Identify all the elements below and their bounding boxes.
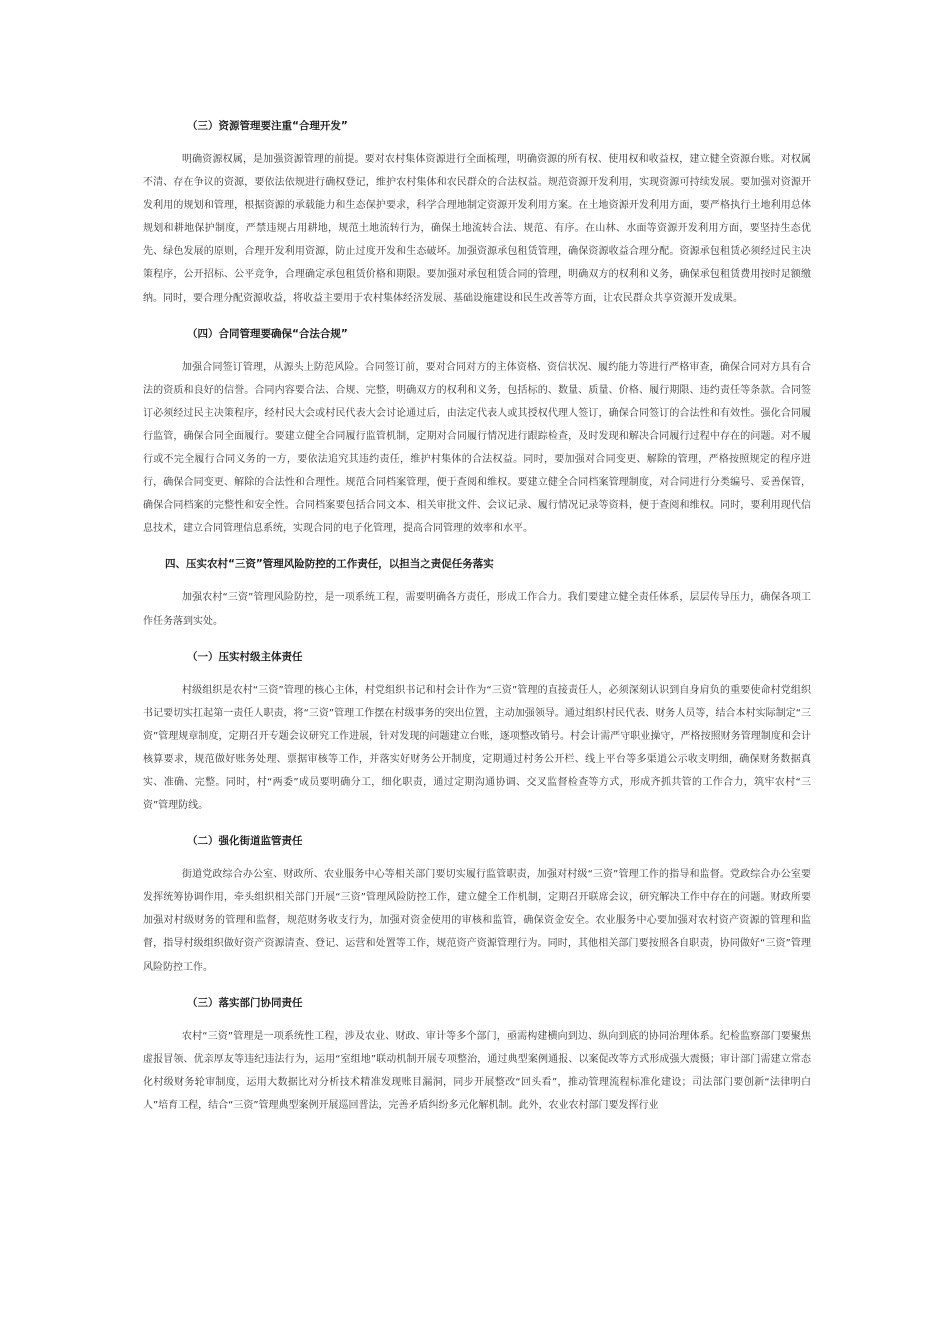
section-street-supervision — [143, 833, 811, 994]
section-heading: （二）强化街道监管责任 — [187, 835, 303, 848]
section-responsibility-overview — [143, 556, 811, 648]
section-resource-management — [143, 118, 811, 326]
section-paragraph: 加强农村“三资”管理风险防控，是一项系统工程，需要明确各方责任，形成工作合力。我们要建立健全责任体系，层层传导压力，确保各项工作任务落到实处。 — [143, 592, 811, 627]
section-village-responsibility — [143, 649, 811, 834]
section-heading: （三）资源管理要注重“合理开发” — [187, 120, 348, 132]
section-heading: （三）落实部门协同责任 — [187, 996, 303, 1009]
section-paragraph: 村级组织是农村“三资”管理的核心主体，村党组织书记和村会计作为“三资”管理的直接责任人，必须深刻认识到自身肩负的重要使命村党组织书记要切实扛起第一责任人职责，将“三资”管理工作摆在村级事务的突出位置，主动加强领导。通过组织村民代表、财务人员等，结合本村实际制定“三资”管理规章制度，定期召开专题会议研究工作进展，针对发现的问题建立台账，逐项整改销号。村会计需严守职业操守，严格按照财务管理制度和会计核算要求，规范做好账务处理、票据审核等工作，并落实好财务公开制度，定期通过村务公开栏、线上平台等多渠道公示收支明细，确保财务数据真实、准确、完整。同时，村“两委”成员要明确分工，细化职责，通过定期沟通协调、交叉监督检查等方式，形成齐抓共管的工作合力，筑牢农村“三资”管理防线。 — [143, 684, 811, 812]
section-paragraph: 明确资源权属，是加强资源管理的前提。要对农村集体资源进行全面梳理，明确资源的所有权、使用权和收益权，建立健全资源台账。对权属不清、存在争议的资源，要依法依规进行确权登记，维护农村集体和农民群众的合法权益。规范资源开发利用，实现资源可持续发展。要加强对资源开发利用的规划和管理，根据资源的承载能力和生态保护要求，科学合理地制定资源开发利用方案。在土地资源开发利用方面，要严格执行土地利用总体规划和耕地保护制度，严禁违规占用耕地，规范土地流转行为，确保土地流转合法、规范、有序。在山林、水面等资源开发利用方面，要坚持生态优先、绿色发展的原则，合理开发利用资源，防止过度开发和生态破坏。加强资源承包租赁管理，确保资源收益合理分配。资源承包租赁必须经过民主决策程序，公开招标、公平竞争，合理确定承包租赁价格和期限。要加强对承包租赁合同的管理，明确双方的权利和义务，确保承包租赁费用按时足额缴纳。同时，要合理分配资源收益，将收益主要用于农村集体经济发展、基础设施建设和民生改善等方面，让农民群众共享资源开发成果。 — [143, 154, 811, 304]
section-heading: （四）合同管理要确保“合法合规” — [187, 327, 348, 340]
section-contract-management — [143, 326, 811, 557]
document-page — [143, 118, 811, 1117]
section-heading: （一）压实村级主体责任 — [187, 650, 303, 663]
section-paragraph: 加强合同签订管理，从源头上防范风险。合同签订前，要对合同对方的主体资格、资信状况、履约能力等进行严格审查，确保合同对方具有合法的资质和良好的信誉。合同内容要合法、合规、完整，明确双方的权利和义务，包括标的、数量、质量、价格、履行期限、违约责任等条款。合同签订必须经过民主决策程序，经村民大会或村民代表大会讨论通过后，由法定代表人或其授权代理人签订，确保合同签订的合法性和有效性。强化合同履行监管，确保合同全面履行。要建立健全合同履行监管机制，定期对合同履行情况进行跟踪检查，及时发现和解决合同履行过程中存在的问题。对不履行或不完全履行合同义务的一方，要依法追究其违约责任，维护村集体的合法权益。同时，要加强对合同变更、解除的管理，严格按照规定的程序进行，确保合同变更、解除的合法性和合理性。规范合同档案管理，便于查阅和维权。要建立健全合同档案管理制度，对合同进行分类编号、妥善保管，确保合同档案的完整性和安全性。合同档案要包括合同文本、相关审批文件、会议记录、履行情况记录等资料，便于查阅和维权。同时，要利用现代信息技术，建立合同管理信息系统，实现合同的电子化管理，提高合同管理的效率和水平。 — [143, 361, 811, 535]
major-heading: 四、压实农村“三资”管理风险防控的工作责任，以担当之责促任务落实 — [165, 558, 494, 571]
section-department-coordination — [143, 995, 811, 1117]
section-paragraph: 街道党政综合办公室、财政所、农业服务中心等相关部门要切实履行监管职责，加强对村级“三资”管理工作的指导和监督。党政综合办公室要发挥统筹协调作用，牵头组织相关部门开展“三资”管理风险防控工作，建立健全工作机制，定期召开联席会议，研究解决工作中存在的问题。财政所要加强对村级财务的管理和监督，规范财务收支行为，加强对资金使用的审核和监管，确保资金安全。农业服务中心要加强对农村资产资源的管理和监督，指导村级组织做好资产资源清查、登记、运营和处置等工作，规范资产资源管理行为。同时，其他相关部门要按照各自职责，协同做好“三资”管理风险防控工作。 — [143, 869, 811, 973]
section-paragraph: 农村“三资”管理是一项系统性工程，涉及农业、财政、审计等多个部门，亟需构建横向到边、纵向到底的协同治理体系。纪检监察部门要聚焦虚报冒领、优亲厚友等违纪违法行为，运用“室组地”联动机制开展专项整治，通过典型案例通报、以案促改等方式形成强大震慑；审计部门需建立常态化村级财务轮审制度，运用大数据比对分析技术精准发现账目漏洞，同步开展整改“回头看”，推动管理流程标准化建设；司法部门要创新“法律明白人”培育工程，结合“三资”管理典型案例开展巡回普法，完善矛盾纠纷多元化解机制。此外，农业农村部门要发挥行业 — [143, 1030, 811, 1111]
